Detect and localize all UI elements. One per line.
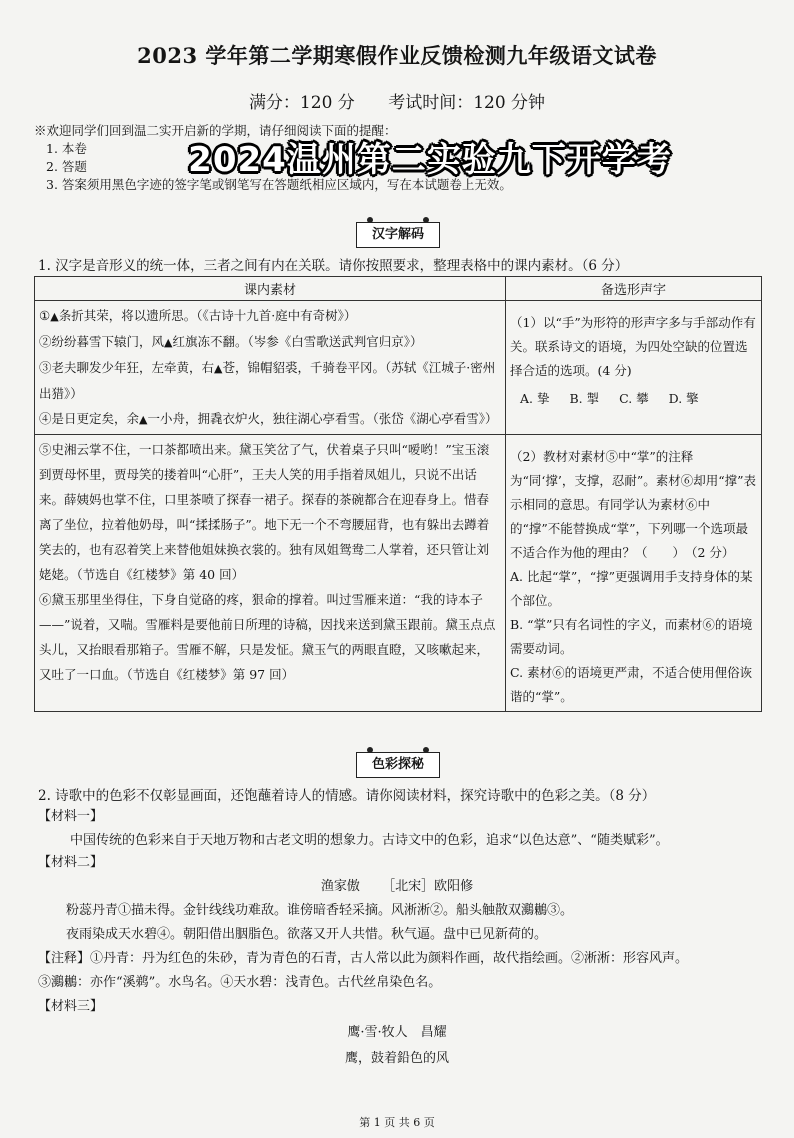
poem3-line-1: 鹰，鼓着鉛色的风	[344, 1051, 449, 1066]
poem-heading	[0, 876, 794, 898]
materials-5-6	[35, 435, 506, 712]
exam-title: 2023 学年第二学期寒假作业反馈检测九年级语文试卷	[137, 43, 657, 68]
sub-question-2	[506, 435, 762, 712]
option-row	[510, 387, 757, 411]
notice-item-1: 1. 本卷	[46, 141, 87, 156]
sub-question-1	[506, 301, 762, 435]
sub-question-1-stem: （1）以“手”为形符的形声字多与手部动作有关。联系诗文的语境，为四处空缺的位置选择合适的选项。(4 分)	[510, 315, 756, 378]
question-2-stem: 2. 诗歌中的色彩不仅彰显画面，还饱蘸着诗人的情感。请你阅读材料，探究诗歌中的色彩之美。（8 分）	[38, 788, 656, 804]
option-a[interactable]: A. 挚	[520, 391, 550, 406]
poem-note-1: 【注释】①丹青：丹为红色的朱砂，青为青色的石青，古人常以此为颜料作画，故代指绘画。②淅淅：形容风声。	[38, 951, 689, 966]
sub-question-2-stem: （2）教材对素材⑤中“掌”的注释为“同‘撑’，支撑，忍耐”。素材⑥却用“撑”表示相同的意思。有同学认为素材⑥中的“撑”不能替换成“掌”，下列哪一个选项最不适合作为他的理由？（ ） （2 分）	[510, 449, 757, 560]
material-1-text: 中国传统的色彩来自于天地万物和古老文明的想象力。古诗文中的色彩，追求“以色达意”、“随类赋彩”。	[70, 833, 669, 848]
material-3-label: 【材料三】	[38, 999, 104, 1014]
page-footer: 第 1 页 共 6 页	[359, 1116, 435, 1129]
notice-item-3: 3. 答案须用黑色字迹的签字笔或钢笔写在答题纸相应区域内，写在本试题卷上无效。	[46, 177, 512, 192]
watermark-banner: 2024温州第二实验九下开学考	[188, 140, 672, 180]
blank-triangle-icon: ▲	[214, 362, 223, 375]
poem-title: 渔家傲	[320, 879, 360, 894]
option-c[interactable]: C. 攀	[619, 391, 649, 406]
notice-intro: ※欢迎同学们回到温二实开启新的学期，请仔细阅读下面的提醒：	[34, 123, 397, 138]
full-score: 满分：120 分	[248, 93, 355, 113]
exam-meta	[0, 88, 794, 113]
section-badge-color: 色彩探秘	[356, 752, 440, 778]
poem-line-2: 夜雨染成天水碧④。朝阳借出胭脂色。欲落又开人共惜。秋气逼。盘中已见新荷的。	[66, 927, 548, 942]
col-header-options: 备选形声字	[506, 277, 762, 301]
question-1-stem: 1. 汉字是音形义的统一体，三者之间有内在关联。请你按照要求，整理表格中的课内素材。（6 分）	[38, 258, 629, 274]
material-2-label: 【材料二】	[38, 855, 104, 870]
blank-triangle-icon: ▲	[139, 413, 148, 426]
poem-note-2: ③鸂鶒：亦作“溪鹈”。水鸟名。④天水碧：浅青色。古代丝帛染色名。	[38, 975, 442, 990]
poem-line-1: 粉蕊丹青①描未得。金针线线功难敌。谁傍暗香轻采摘。风淅淅②。船头触散双鸂鶒③。	[66, 903, 574, 918]
section-badge-hanzi: 汉字解码	[356, 222, 440, 248]
col-header-materials: 课内素材	[35, 277, 506, 301]
material-2: ②纷纷暮雪下辕门，风▲红旗冻不翻。（岑参《白雪歌送武判官归京》）	[39, 334, 423, 349]
choice-a[interactable]: A. 比起“掌”，“撑”更强调用手支持身体的某个部位。	[510, 569, 753, 608]
blank-triangle-icon: ▲	[164, 336, 173, 349]
option-b[interactable]: B. 掣	[569, 391, 600, 406]
notice-item-2: 2. 答题	[46, 159, 87, 174]
materials-1-4	[35, 301, 506, 435]
option-d[interactable]: D. 擎	[668, 391, 699, 406]
exam-time: 考试时间：120 分钟	[388, 93, 546, 113]
material-6: ⑥黛玉那里坐得住，下身自觉硌的疼，狠命的撑着。叫过雪雁来道：“我的诗本子——”说着，又喘。雪雁料是要他前日所理的诗稿，因找来送到黛玉跟前。黛玉点点头儿，又抬眼看那箱子。雪雁不解，只是发怔。黛玉气的两眼直瞪，又咳嗽起来，又吐了一口血。（节选自《红楼梦》第 97 回）	[39, 592, 496, 682]
question-1-table	[34, 276, 762, 712]
choice-c[interactable]: C. 素材⑥的语境更严肃，不适合使用俚俗诙谐的“掌”。	[510, 665, 753, 704]
poem3-title: 鹰·雪·牧人 昌耀	[347, 1025, 447, 1040]
blank-triangle-icon: ▲	[50, 310, 59, 323]
material-4: ④是日更定矣，余▲一小舟，拥毳衣炉火，独往湖心亭看雪。（张岱《湖心亭看雪》）	[39, 411, 498, 426]
material-1: ①▲条折其荣，将以遗所思。（《古诗十九首·庭中有奇树》）	[39, 308, 357, 323]
material-5: ⑤史湘云掌不住，一口茶都喷出来。黛玉笑岔了气，伏着桌子只叫“嗳哟！”宝玉滚到贾母怀里，贾母笑的搂着叫“心肝”，王夫人笑的用手指着凤姐儿，只说不出话来。薛姨妈也掌不住，口里茶喷了探春一裙子。探春的茶碗都合在迎春身上。惜春离了坐位，拉着他奶母，叫“揉揉肠子”。地下无一个不弯腰屈背，也有躲出去蹲着笑去的，也有忍着笑上来替他姐妹换衣裳的。独有凤姐鸳鸯二人掌着，还只管让刘姥姥。（节选自《红楼梦》第 40 回）	[39, 442, 490, 582]
choice-b[interactable]: B. “掌”只有名词性的字义，而素材⑥的语境需要动词。	[510, 617, 753, 656]
material-1-label: 【材料一】	[38, 809, 104, 824]
poem-author: ［北宋］欧阳修	[382, 879, 474, 894]
material-3: ③老夫聊发少年狂，左牵黄，右▲苍，锦帽貂裘，千骑卷平冈。（苏轼《江城子·密州出猎》）	[39, 360, 496, 401]
